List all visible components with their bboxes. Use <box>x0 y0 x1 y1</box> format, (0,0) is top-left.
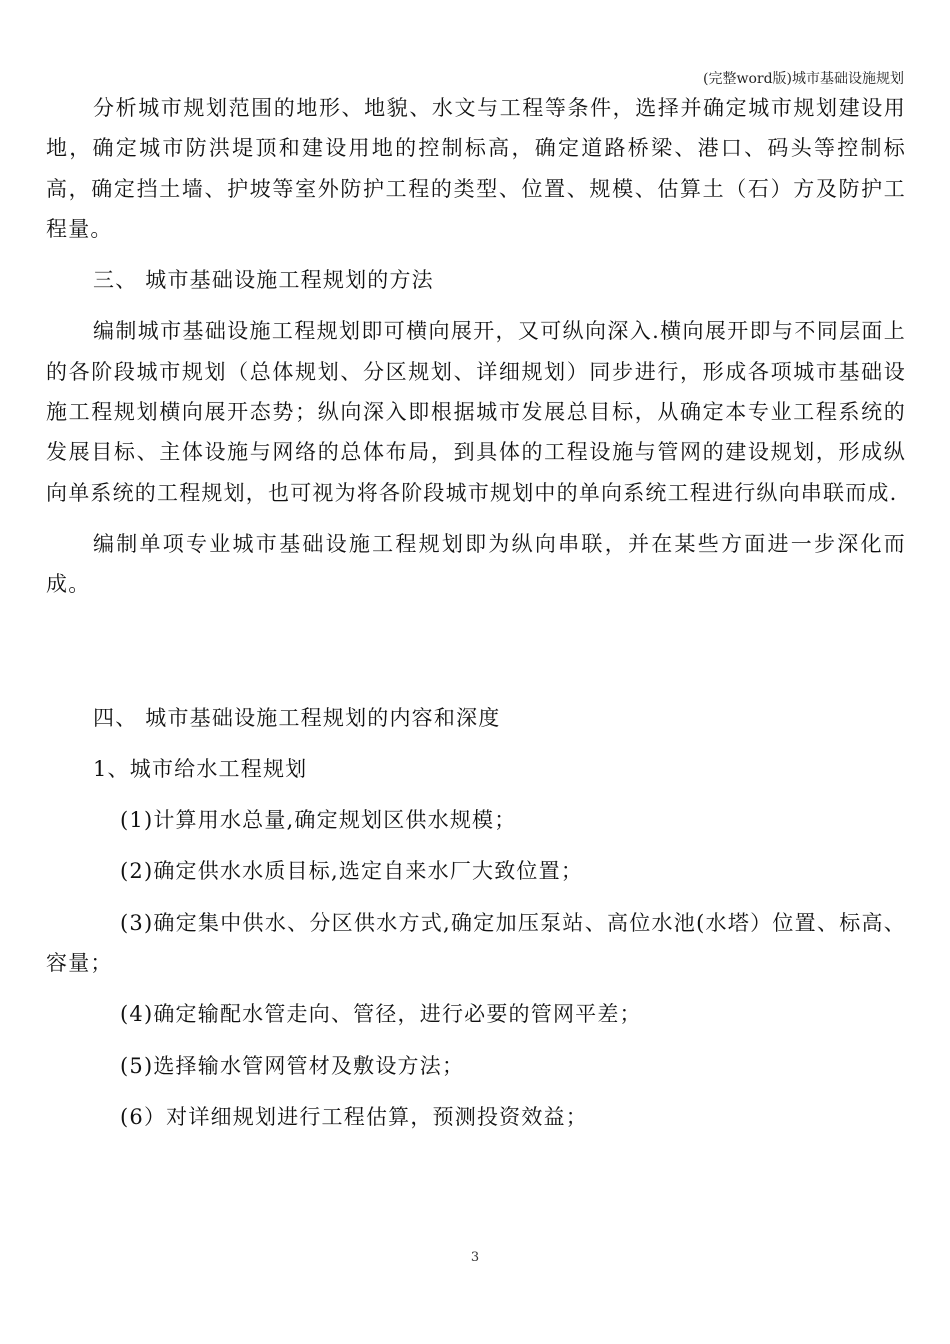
list-item: (6）对详细规划进行工程估算，预测投资效益； <box>120 1104 588 1129</box>
paragraph: 分析城市规划范围的地形、地貌、水文与工程等条件，选择并确定城市规划建设用地，确定城市防洪堤顶和建设用地的控制标高，确定道路桥梁、港口、码头等控制标高，确定挡土墙、护坡等室外防护工程的类型、位置、规模、估算土（石）方及防护工程量。 <box>46 96 906 241</box>
section-heading: 三、 城市基础设施工程规划的方法 <box>93 268 434 293</box>
paragraph: 编制城市基础设施工程规划即可横向展开，又可纵向深入.横向展开即与不同层面上的各阶段城市规划（总体规划、分区规划、详细规划）同步进行，形成各项城市基础设施工程规划横向展开态势；纵向深入即根据城市发展总目标，从确定本专业工程系统的发展目标、主体设施与网络的总体布局，到具体的工程设施与管网的建设规划，形成纵向单系统的工程规划，也可视为将各阶段城市规划中的单向系统工程进行纵向串联而成. <box>46 319 906 505</box>
list-item: (5)选择输水管网管材及敷设方法； <box>120 1053 465 1078</box>
list-item: (3)确定集中供水、分区供水方式,确定加压泵站、高位水池(水塔）位置、标高、容量； <box>46 910 906 976</box>
paragraph: 编制单项专业城市基础设施工程规划即为纵向串联，并在某些方面进一步深化而成。 <box>46 531 906 597</box>
list-item: (4)确定输配水管走向、管径，进行必要的管网平差； <box>120 1002 642 1027</box>
spacer <box>46 605 906 685</box>
document-body <box>46 88 906 1137</box>
subsection-heading: 1、城市给水工程规划 <box>93 756 308 781</box>
section-heading: 四、 城市基础设施工程规划的内容和深度 <box>93 705 501 730</box>
page-header: (完整word版)城市基础设施规划 <box>703 71 904 87</box>
page-number: 3 <box>470 1250 480 1265</box>
list-item: (1)计算用水总量,确定规划区供水规模； <box>120 808 517 833</box>
list-item: (2)确定供水水质目标,选定自来水厂大致位置； <box>120 859 584 884</box>
